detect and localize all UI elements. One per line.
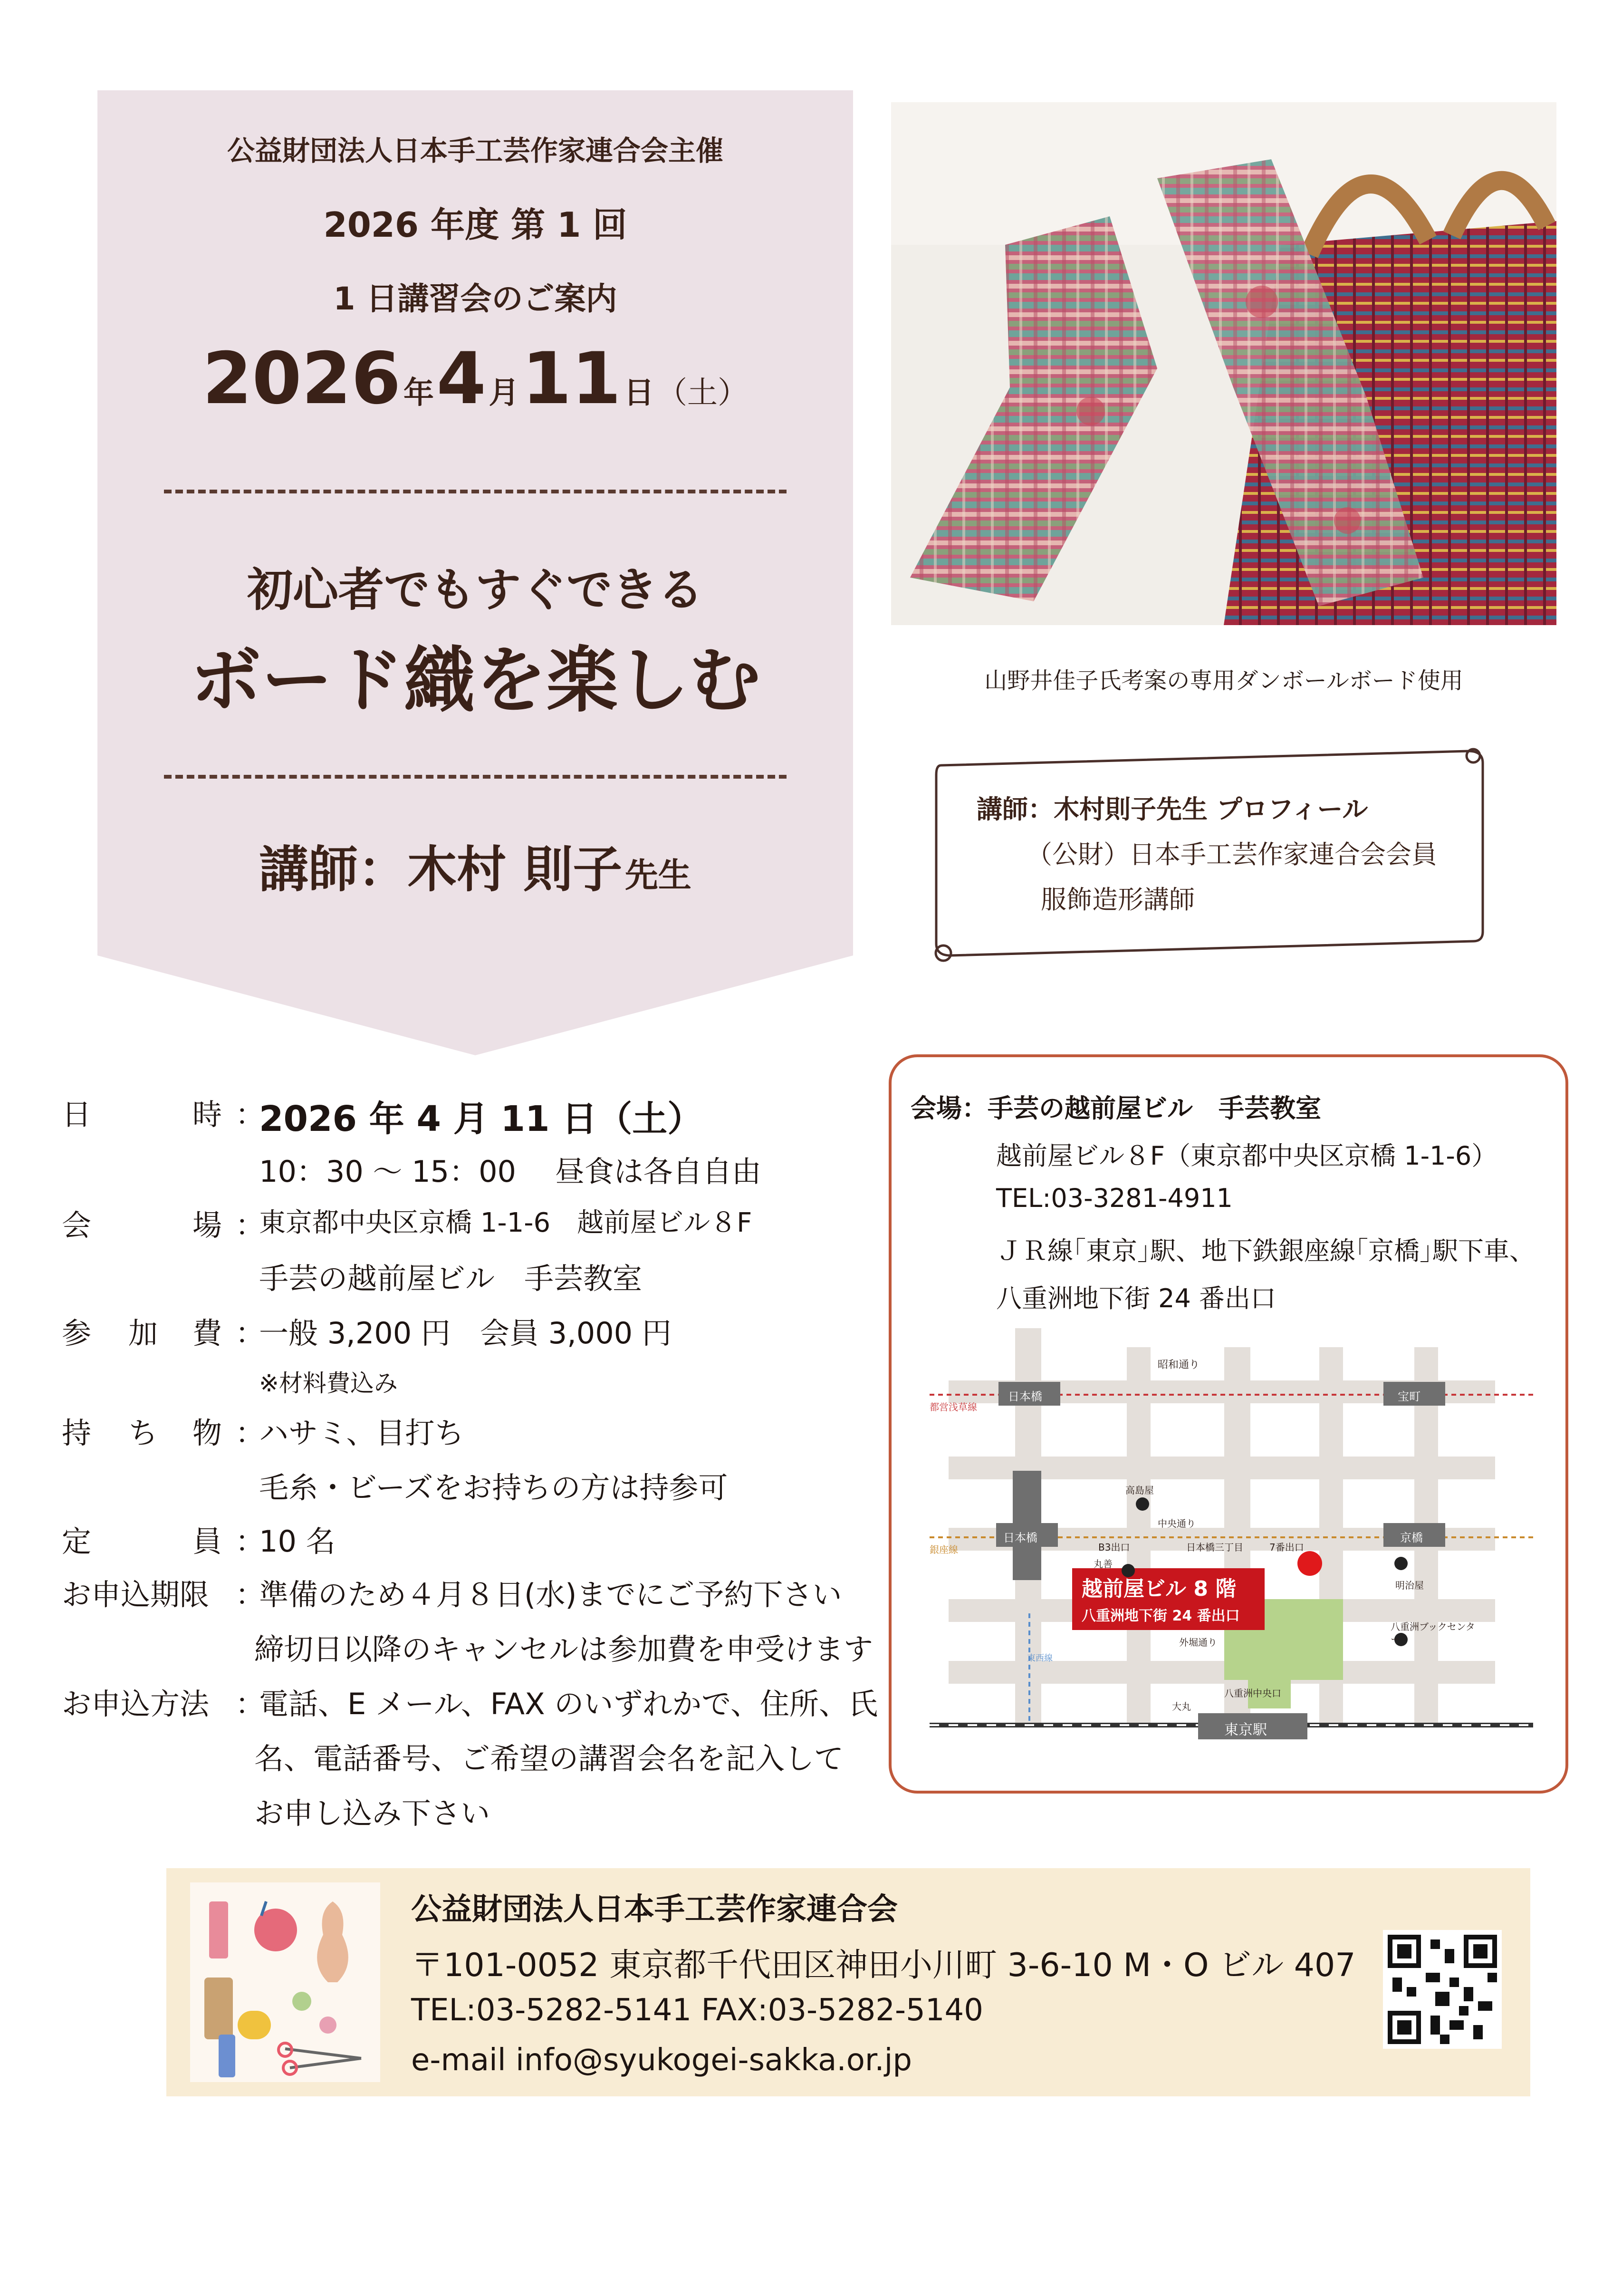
map-exit-label: 八重洲地下街 24 番出口 <box>1082 1608 1240 1624</box>
date-day-unit: 日 <box>624 376 654 411</box>
lecturer-line <box>97 830 853 901</box>
label-char: 時 <box>192 1097 222 1132</box>
venue-box <box>889 1054 1568 1794</box>
lecturer-profile-scroll <box>931 742 1492 965</box>
woven-scarf-photo <box>891 102 1556 625</box>
map-station-nihonbashi-top: 日本橋 <box>1008 1390 1042 1403</box>
map-label-yaesu-central: 八重洲中央口 <box>1224 1688 1281 1699</box>
event-date-large <box>97 338 853 420</box>
deadline-value: 準備のため４月８日(水)までにご予約下さい <box>259 1577 842 1612</box>
profile-line-1: （公財）日本手工芸作家連合会会員 <box>1027 839 1437 869</box>
map-station-takaracho: 宝町 <box>1398 1390 1420 1403</box>
divider <box>164 490 787 493</box>
map-label-sanchome: 日本橋三丁目 <box>1186 1542 1243 1553</box>
map-label-maruzen: 丸善 <box>1094 1558 1113 1570</box>
footer-address: 〒101-0052 東京都千代田区神田小川町 3-6-10 M・O ビル 407 <box>411 1947 1356 1984</box>
fee-value: 一般 3,200 円 会員 3,000 円 <box>259 1316 672 1351</box>
craft-tools-illustration <box>190 1882 380 2082</box>
label-char: 加 <box>128 1316 158 1351</box>
deadline-line-2: 締切日以降のキャンセルは参加費を申受けます <box>254 1632 873 1667</box>
method-line-2: 名、電話番号、ご希望の講習会名を記入して <box>254 1741 844 1776</box>
items-line-2: 毛糸・ビーズをお持ちの方は持参可 <box>259 1470 728 1505</box>
label-colon: ： <box>235 1577 265 1612</box>
map-building-label: 越前屋ビル 8 階 <box>1082 1577 1237 1601</box>
map-label-takashimaya: 高島屋 <box>1125 1485 1154 1496</box>
capacity-value: 10 名 <box>259 1524 336 1559</box>
lecturer-name: 講師：木村 則子 <box>259 840 623 898</box>
organizer-footer <box>166 1868 1530 2096</box>
label-char: 費 <box>192 1316 222 1351</box>
datetime-value: 2026 年 4 月 11 日（土） <box>259 1099 703 1139</box>
footer-telfax: TEL:03-5282-5141 FAX:03-5282-5140 <box>411 1993 983 2028</box>
label-char: 場 <box>192 1208 222 1243</box>
map-label-toei: 都営浅草線 <box>930 1401 977 1413</box>
map-label-ginza: 銀座線 <box>930 1544 958 1555</box>
label-text: お申込方法 <box>62 1687 210 1721</box>
date-day: 11 <box>522 338 621 420</box>
venue-title: 会場：手芸の越前屋ビル 手芸教室 <box>911 1093 1321 1123</box>
map-label-daimaru: 大丸 <box>1172 1701 1191 1712</box>
organizer-line: 公益財団法人日本手工芸作家連合会主催 <box>227 135 723 167</box>
label-colon: ： <box>235 1524 265 1559</box>
method-value: 電話、E メール、FAX のいずれかで、住所、氏 <box>259 1687 878 1721</box>
map-label-tozai: 東西線 <box>1027 1653 1053 1663</box>
label-char: 日 <box>62 1097 92 1132</box>
method-line-3: お申し込み下さい <box>254 1796 490 1831</box>
label-char: 員 <box>192 1524 222 1559</box>
photo-caption: 山野井佳子氏考案の専用ダンボールボード使用 <box>984 667 1463 694</box>
map-station-kyobashi: 京橋 <box>1400 1531 1423 1544</box>
venue-address: 越前屋ビル８F（東京都中央区京橋 1-1-6） <box>996 1141 1497 1171</box>
subtitle: 1 日講習会のご案内 <box>333 280 617 317</box>
map-label-exit7: 7番出口 <box>1269 1542 1304 1553</box>
label-char: 会 <box>62 1208 92 1243</box>
venue-access-2: 八重洲地下街 24 番出口 <box>996 1283 1276 1313</box>
lecturer-suffix: 先生 <box>624 856 691 895</box>
date-month-unit: 月 <box>489 376 519 411</box>
venue-tel: TEL:03-3281-4911 <box>996 1183 1233 1213</box>
map-label-showa: 昭和通り <box>1158 1359 1200 1371</box>
map-station-tokyo: 東京駅 <box>1224 1722 1267 1738</box>
fee-note: ※材料費込み <box>259 1370 398 1397</box>
profile-title: 講師：木村則子先生 プロフィール <box>977 794 1368 824</box>
catchphrase: 初心者でもすぐできる <box>247 563 703 617</box>
label-colon: ： <box>235 1316 265 1351</box>
date-weekday: （土） <box>657 376 749 411</box>
map-label-sotobori: 外堀通り <box>1179 1637 1217 1648</box>
label-colon: ： <box>235 1097 265 1132</box>
date-month: 4 <box>436 338 486 420</box>
label-colon: ： <box>235 1208 265 1243</box>
items-value: ハサミ、目打ち <box>259 1416 464 1450</box>
map-station-nihonbashi-mid: 日本橋 <box>1003 1531 1037 1544</box>
label-colon: ： <box>235 1687 265 1721</box>
profile-line-2: 服飾造形講師 <box>1041 885 1195 915</box>
access-map <box>920 1328 1538 1765</box>
qr-code[interactable] <box>1383 1930 1502 2049</box>
label-text: お申込期限 <box>62 1577 210 1612</box>
map-label-chuo: 中央通り <box>1158 1518 1196 1529</box>
venue-line-2: 手芸の越前屋ビル 手芸教室 <box>259 1261 643 1296</box>
course-title: ボード織を楽しむ <box>190 639 760 722</box>
label-char: 参 <box>62 1316 92 1351</box>
date-year: 2026 <box>202 338 401 420</box>
divider <box>164 775 787 779</box>
footer-org-name: 公益財団法人日本手工芸作家連合会 <box>411 1892 898 1927</box>
venue-access-1: ＪＲ線｢東京｣駅、地下鉄銀座線｢京橋｣駅下車、 <box>996 1236 1535 1266</box>
label-char: ち <box>128 1416 158 1450</box>
venue-value: 東京都中央区京橋 1-1-6 越前屋ビル８F <box>259 1207 752 1238</box>
label-char: 物 <box>192 1416 222 1450</box>
datetime-time: 10：30 ～ 15：00 昼食は各自自由 <box>259 1154 761 1189</box>
year-session: 2026 年度 第 1 回 <box>323 205 627 245</box>
qr-code-graphic <box>1383 1930 1502 2049</box>
date-year-unit: 年 <box>403 376 434 411</box>
label-colon: ： <box>235 1416 265 1450</box>
label-char: 定 <box>62 1524 92 1559</box>
map-label-yaesu-book: 八重洲ブックセンター <box>1391 1621 1475 1645</box>
event-header-panel <box>97 90 853 1055</box>
map-label-meijiya: 明治屋 <box>1395 1580 1424 1591</box>
label-char: 持 <box>62 1416 92 1450</box>
map-label-b3: B3出口 <box>1098 1542 1130 1553</box>
footer-email[interactable]: e-mail info@syukogei-sakka.or.jp <box>411 2043 912 2078</box>
